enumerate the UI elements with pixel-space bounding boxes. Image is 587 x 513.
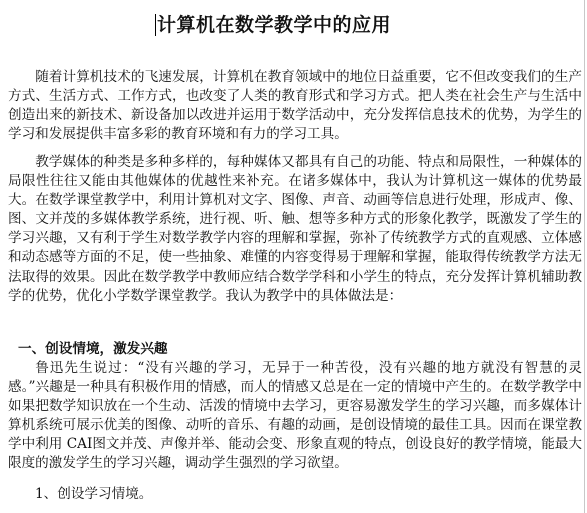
paragraph-intro[interactable]: 随着计算机技术的飞速发展，计算机在教育领域中的地位日益重要，它不但改变我们的生产方式、生活方式、工作方式，也改变了人类的教育形式和学习方式。把人类在社会生产与生活中创造出来的新技术、新设备加以改进并运用于数学活动中，充分发挥信息技术的优势，为学生的学习和发展提供丰富多彩的教育环境和有力的学习工具。 [8,69,582,143]
text-cursor [155,14,156,36]
page-edge-divider [584,0,585,513]
paragraph-media[interactable]: 教学媒体的种类是多种多样的，每种媒体又都具有自己的功能、特点和局限性，一种媒体的局限性往往又能由其他媒体的优越性来补充。在诸多媒体中，我认为计算机这一媒体的优势最大。在数学课堂教学中，利用计算机对文字、图像、声音、动画等信息进行处理，形成声、像、图、文并茂的多媒体教学系统，进行视、听、触、想等多种方式的形象化教学，既激发了学生的学习兴趣，又有利于学生对数学教学内容的理解和掌握，弥补了传统教学方式的直观感、立体感和动态感等方面的不足，使一些抽象、难懂的内容变得易于理解和掌握，能取得传统教学方法无法取得的效果。因此在数学教学中教师应结合数学学科和小学生的特点，充分发挥计算机辅助教学的优势，优化小学数学课堂教学。我认为教学中的具体做法是： [8,154,582,304]
section-heading[interactable]: 一、创设情境，激发兴趣 [18,341,168,357]
paragraph-section-one[interactable]: 鲁迅先生说过：“没有兴趣的学习，无异于一种苦役，没有兴趣的地方就没有智慧的灵感。”兴趣是一种具有积极作用的情感，而人的情感又总是在一定的情境中产生的。在数学教学中如果把数学知识放在一个生动、活泼的情境中去学习，更容易激发学生的学习兴趣，而多媒体计算机系统可展示优美的图像、动听的音乐、有趣的动画，是创设情境的最佳工具。因而在课堂教学中利用 CAI图文并茂、声像并举、能动会变、形象直观的特点，创设良好的教学情境，能最大限度的激发学生的学习兴趣，调动学生强烈的学习欲望。 [8,360,582,472]
subsection-item[interactable]: 1、创设学习情境。 [35,486,153,502]
document-title[interactable]: 计算机在数学教学中的应用 [157,14,392,36]
